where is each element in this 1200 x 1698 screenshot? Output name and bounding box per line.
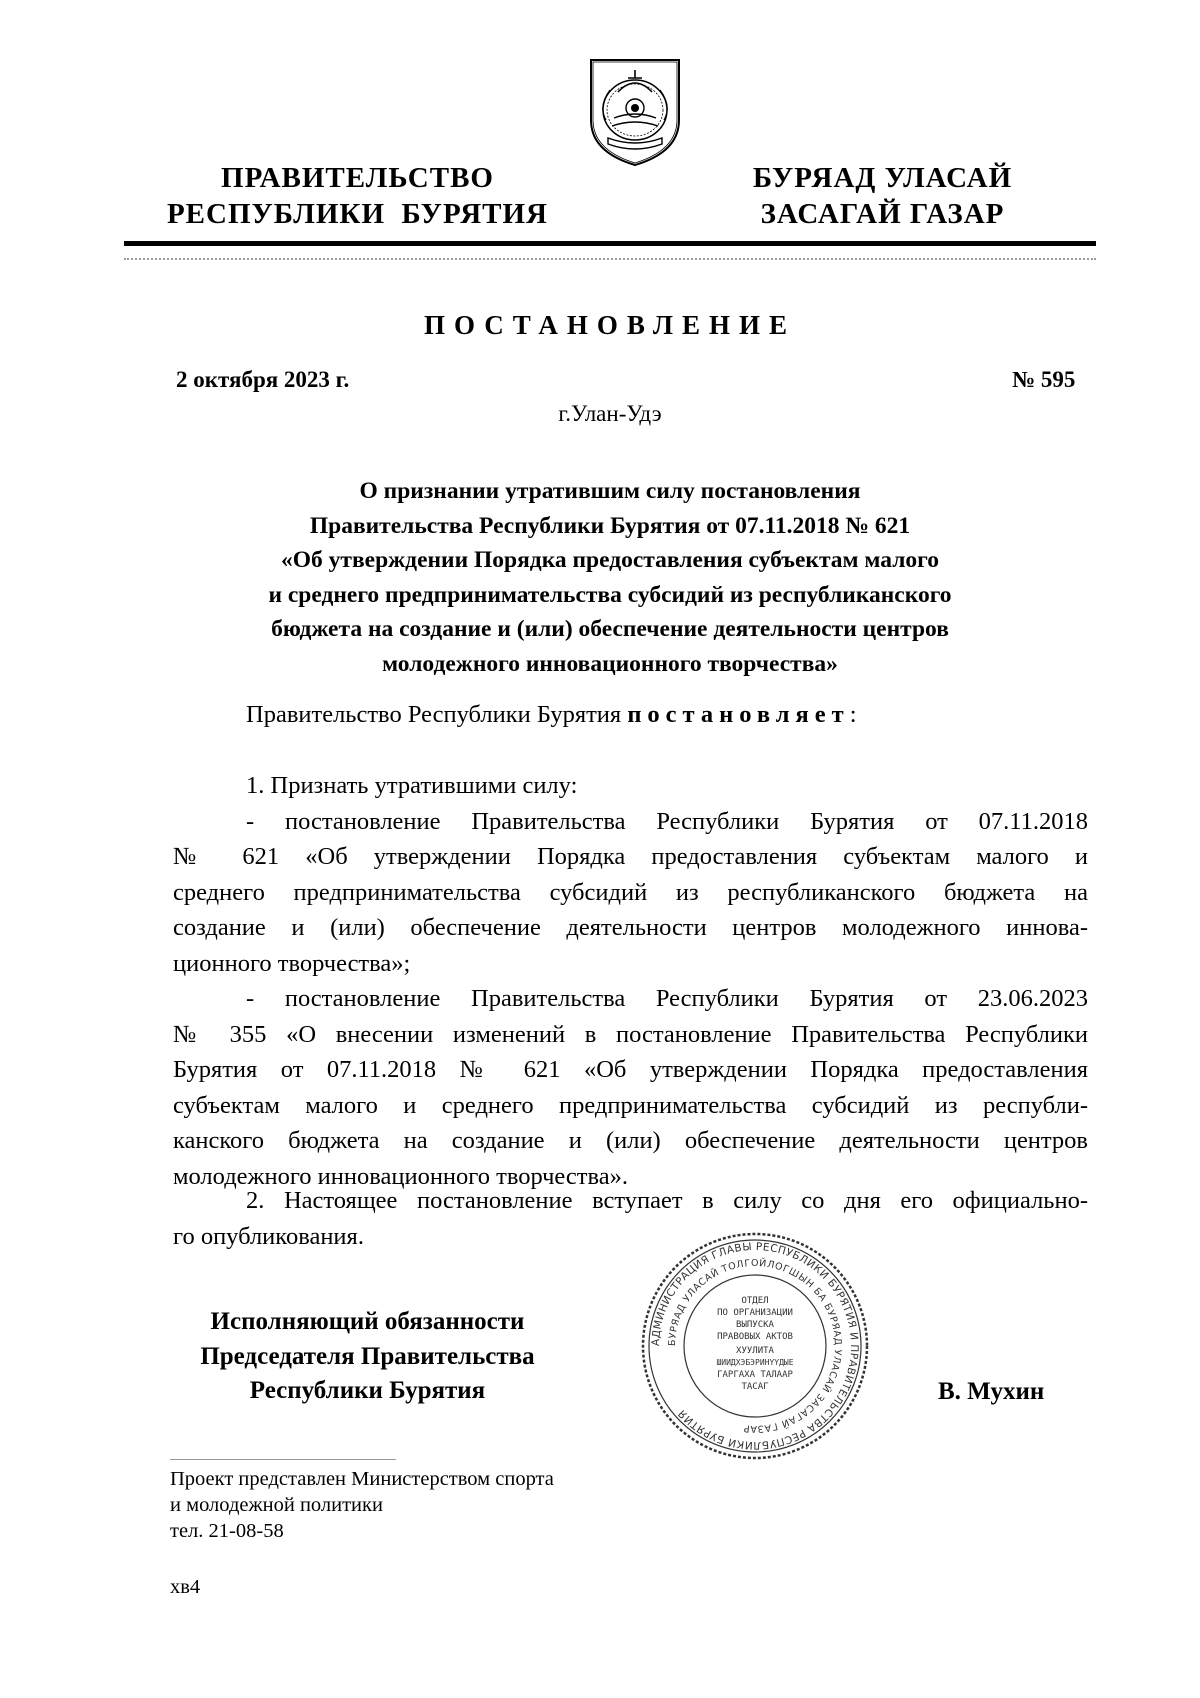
body-line: 2. Настоящее постановление вступает в силу со дня его официально- — [246, 1187, 1088, 1214]
body-line: субъектам малого и среднего предпринимательства субсидий из республи- — [173, 1091, 1088, 1119]
footnote — [170, 1466, 554, 1544]
header-left-line1: ПРАВИТЕЛЬСТВО — [221, 162, 494, 194]
official-stamp — [640, 1231, 870, 1461]
body-line: ционного творчества»; — [173, 949, 411, 977]
stamp-center-line: ПО ОРГАНИЗАЦИИ — [717, 1308, 793, 1318]
title-line: и среднего предпринимательства субсидий из республиканского — [268, 581, 952, 608]
signatory-name: В. Мухин — [938, 1378, 1045, 1405]
header-left-line2: РЕСПУБЛИКИ БУРЯТИЯ — [166, 198, 549, 230]
preamble-text: Правительство Республики Бурятия — [246, 701, 628, 728]
stamp-outer-text: АДМИНИСТРАЦИЯ ГЛАВЫ РЕСПУБЛИКИ БУРЯТИЯ И ПРАВИТЕЛЬСТВА РЕСПУБЛИКИ БУРЯТИЯ — [649, 1240, 861, 1452]
stamp-center-line: ТАСАГ — [741, 1382, 769, 1392]
document-type: ПОСТАНОВЛЕНИЕ — [423, 310, 797, 340]
title-line: молодежного инновационного творчества» — [382, 650, 838, 677]
document-number: № 595 — [1012, 367, 1076, 392]
stamp-inner-text: БУРЯАД УЛАСАЙ ТОЛГОЙЛОГШЫН БА БУРЯАД УЛАСАЙ ЗАСАГАЙ ГАЗАР — [666, 1257, 844, 1435]
body-line: го опубликования. — [173, 1222, 364, 1250]
document-code: хв4 — [170, 1576, 201, 1598]
signatory-title-line: Республики Бурятия — [249, 1377, 486, 1404]
stamp-center-line: ШИИДХЭБЭРИНҮҮДЫЕ — [716, 1358, 794, 1367]
header-dotted-rule — [124, 258, 1096, 260]
document-title — [124, 474, 1096, 681]
preamble — [246, 697, 857, 733]
item-2 — [173, 1183, 1088, 1254]
header-right-line2: ЗАСАГАЙ ГАЗАР — [760, 198, 1005, 230]
title-line: О признании утратившим силу постановления — [359, 478, 861, 504]
footnote-line: Проект представлен Министерством спорта — [170, 1468, 554, 1490]
header-right-line1: БУРЯАД УЛАСАЙ — [752, 162, 1013, 194]
coat-of-arms-icon — [588, 56, 682, 168]
stamp-center-line: ПРАВОВЫХ АКТОВ — [717, 1332, 793, 1342]
preamble-end: : — [849, 701, 857, 728]
body-line: - постановление Правительства Республики Бурятия от 23.06.2023 — [246, 985, 1088, 1012]
stamp-center-line: ХУУЛИТА — [736, 1346, 774, 1356]
footnote-line: и молодежной политики — [170, 1494, 383, 1516]
signatory-title-line: Председателя Правительства — [200, 1342, 535, 1370]
preamble-verb: постановляет — [627, 701, 850, 728]
document-date: 2 октября 2023 г. — [176, 367, 350, 392]
body-line: - постановление Правительства Республики Бурятия от 07.11.2018 — [246, 807, 1088, 835]
header-right — [740, 160, 1025, 232]
body-line: молодежного инновационного творчества». — [173, 1162, 628, 1190]
header-left — [160, 160, 555, 232]
title-line: Правительства Республики Бурятия от 07.11.2018 № 621 — [309, 512, 911, 539]
item-1 — [173, 768, 1088, 1194]
body-line: создание и (или) обеспечение деятельности центров молодежного иннова- — [173, 914, 1088, 941]
body-line: № 621 «Об утверждении Порядка предоставления субъектам малого и — [173, 843, 1088, 870]
body-line: № 355 «О внесении изменений в постановление Правительства Республики — [173, 1020, 1088, 1048]
title-line: бюджета на создание и (или) обеспечение деятельности центров — [271, 616, 949, 642]
title-line: «Об утверждении Порядка предоставления субъектам малого — [281, 547, 939, 573]
body-line: 1. Признать утратившими силу: — [246, 772, 578, 799]
signatory-title — [170, 1305, 565, 1409]
signatory-title-line: Исполняющий обязанности — [210, 1308, 525, 1335]
document-city: г.Улан-Удэ — [558, 401, 662, 426]
footnote-rule — [170, 1459, 396, 1460]
footnote-line: тел. 21-08-58 — [170, 1520, 284, 1542]
header-rule — [124, 241, 1096, 246]
stamp-center-line: ГАРГАХА ТАЛААР — [717, 1370, 793, 1380]
body-line: Бурятия от 07.11.2018 № 621 «Об утверждении Порядка предоставления — [173, 1056, 1088, 1083]
body-line: среднего предпринимательства субсидий из республиканского бюджета на — [173, 878, 1088, 906]
stamp-center-line: ОТДЕЛ — [741, 1296, 769, 1306]
body-line: канского бюджета на создание и (или) обеспечение деятельности центров — [173, 1127, 1088, 1154]
stamp-center-line: ВЫПУСКА — [736, 1320, 774, 1330]
